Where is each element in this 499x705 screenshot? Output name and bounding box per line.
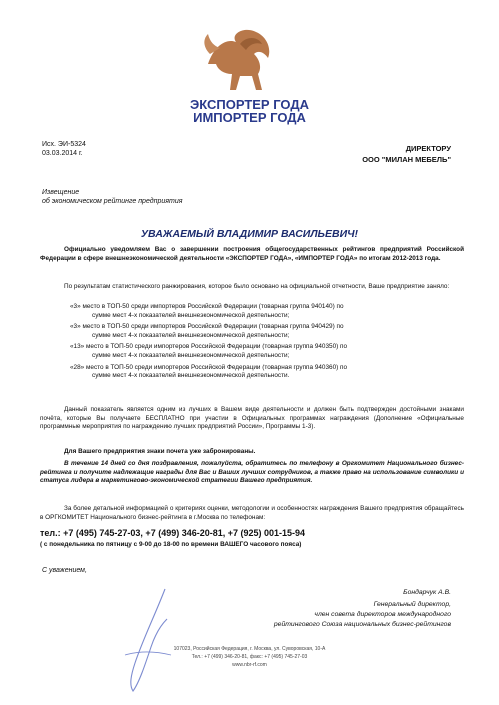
notice-subtitle: об экономическом рейтинге предприятия	[42, 198, 183, 205]
brand-title-importer: ИМПОРТЕР ГОДА	[193, 110, 306, 125]
document-ref: Исх. ЭИ-5324	[42, 141, 86, 148]
footer-website[interactable]: www.nbr-rf.com	[232, 662, 267, 668]
working-hours: ( с понедельника по пятницу с 9-00 до 18-00 по времени ВАШЕГО часового пояса)	[40, 541, 302, 548]
handwritten-signature	[115, 585, 175, 695]
greeting-heading: УВАЖАЕМЫЙ ВЛАДИМИР ВАСИЛЬЕВИЧ!	[140, 228, 359, 240]
contact-phones: тел.: +7 (495) 745-27-03, +7 (499) 346-20-81, +7 (925) 001-15-94	[40, 528, 306, 538]
signer-role: член совета директоров международного	[314, 611, 451, 618]
recipient-company: ООО "МИЛАН МЕБЕЛЬ"	[362, 155, 451, 164]
recipient-title: ДИРЕКТОРУ	[405, 144, 451, 153]
signer-title: Генеральный директор,	[373, 601, 451, 608]
list-item: «3» место в ТОП-50 среди импортеров Российской Федерации (товарная группа 940429) по сумме мест 4-х показателей внешнеэкономической деятельности;	[70, 323, 344, 339]
footer-phones: Тел.: +7 (499) 346-20-81, факс: +7 (495) 745-27-03	[191, 654, 308, 660]
intro-paragraph: Официально уведомляем Вас о завершении построения общегосударственных рейтингов предприятий Российской Федерации в сфере внешнеэкономической деятельности «ЭКСПОРТЕР ГОДА», «ИМПОРТЕР ГОДА» по итогам 2012-2013 года.	[40, 246, 464, 262]
list-item: «13» место в ТОП-50 среди импортеров Российской Федерации (товарная группа 940350) по сумме мест 4-х показателей внешнеэкономической деятельности;	[70, 343, 348, 359]
signer-name: Бондарчук А.В.	[403, 589, 451, 596]
document-date: 03.03.2014 г.	[42, 150, 83, 157]
results-intro: По результатам статистического ранжирования, которое было основано на официальной отчетности, Ваше предприятие заняло:	[64, 283, 450, 290]
list-item: «28» место в ТОП-50 среди импортеров Российской Федерации (товарная группа 940360) по сумме мест 4-х показателей внешнеэкономической деятельности.	[70, 363, 348, 380]
brand-title-exporter: ЭКСПОРТЕР ГОДА	[189, 97, 310, 112]
footer-address: 107023, Российская Федерация, г. Москва, ул. Суворовская, 10-А	[173, 646, 326, 652]
signer-organization: рейтингового Союза национальных бизнес-рейтингов	[273, 621, 451, 628]
call-to-action: В течение 14 дней со дня поздравления, пожалуйста, обратитесь по телефону в Оргкомитет Национального бизнес-рейтинга и получите надлежащие награды для Вас и Ваших лучших сотрудников, а также право на использование символики и статуса лидера в маркетингово-экономической стратегии Вашего предприятия.	[40, 460, 464, 485]
list-item: «3» место в ТОП-50 среди импортеров Российской Федерации (товарная группа 940140) по сумме мест 4-х показателей внешнеэкономической деятельности;	[70, 303, 344, 319]
places-list	[70, 303, 464, 381]
reserved-note: Для Вашего предприятия знаки почета уже забронированы.	[64, 448, 256, 455]
notice-title: Извещение	[42, 189, 80, 196]
griffin-icon	[200, 24, 282, 96]
details-paragraph: За более детальной информацией о критериях оценки, методологии и особенностях награждения Вашего предприятия обращайтесь в ОРГКОМИТЕТ Национального бизнес-рейтинга в г.Москва по телефонам:	[40, 505, 464, 521]
closing-line: С уважением,	[42, 567, 87, 574]
indicator-paragraph: Данный показатель является одним из лучших в Вашем виде деятельности и должен быть подтвержден достойными знаками почёта, которые Вы получаете БЕСПЛАТНО при участии в Официальных программах награждения (Дополнение «Официальные программные мероприятия по награждению лучших предприятий России», Программы 1-3).	[40, 406, 464, 431]
